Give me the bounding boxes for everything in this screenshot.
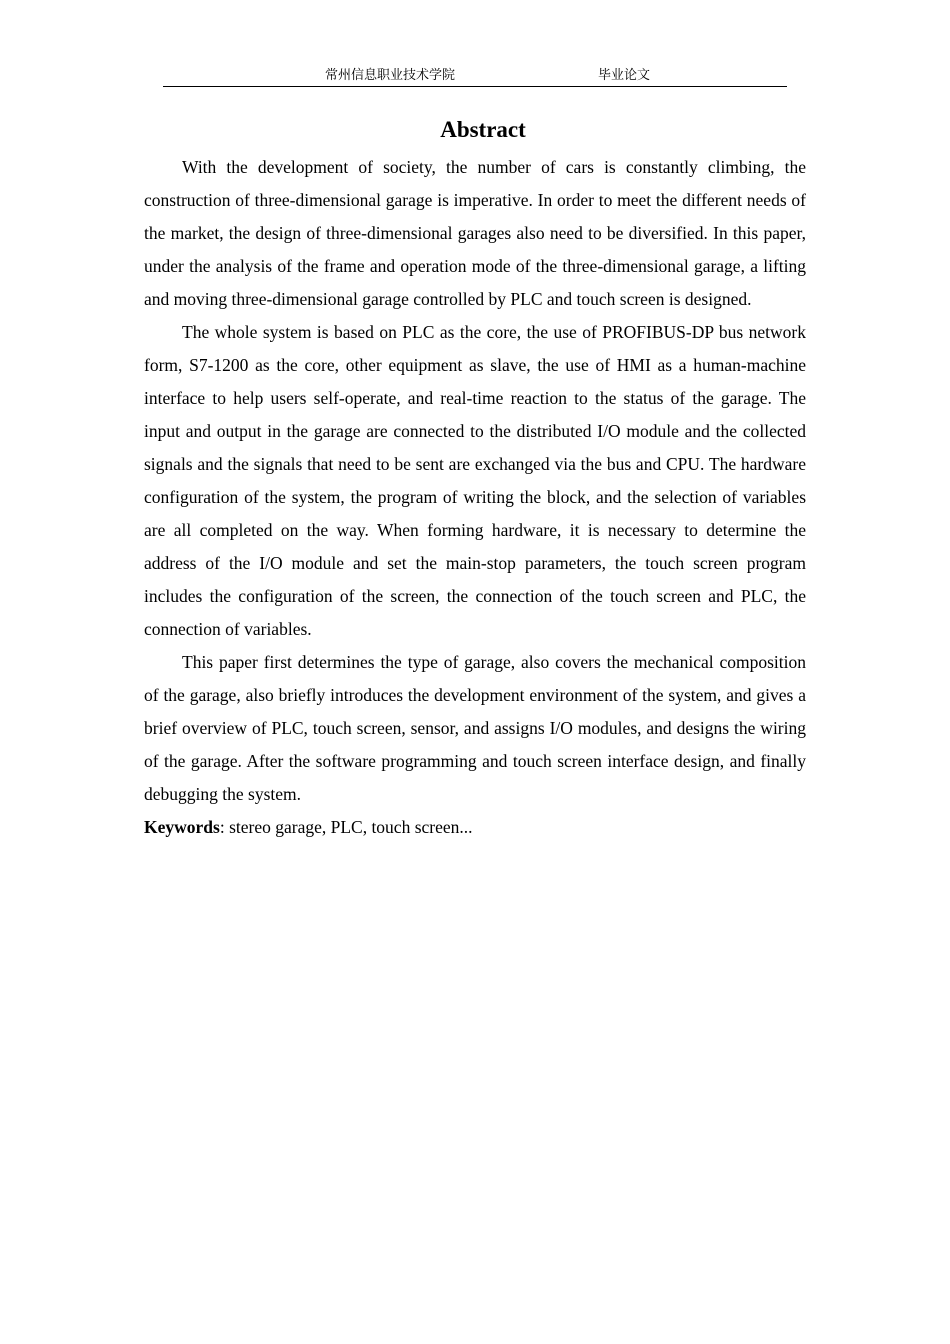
page-header	[163, 66, 787, 87]
abstract-body	[144, 151, 806, 844]
abstract-paragraph-2: The whole system is based on PLC as the core, the use of PROFIBUS-DP bus network form, S7-1200 as the core, other equipment as slave, the use of HMI as a human-machine interface to help users self-operate, and real-time reaction to the status of the garage. The input and output in the garage are connected to the distributed I/O module and the collected signals and the signals that need to be sent are exchanged via the bus and CPU. The hardware configuration of the system, the program of writing the block, and the selection of variables are all completed on the way. When forming hardware, it is necessary to determine the address of the I/O module and set the main-stop parameters, the touch screen program includes the configuration of the screen, the connection of the touch screen and PLC, the connection of variables.	[144, 322, 806, 639]
abstract-paragraph-3: This paper first determines the type of garage, also covers the mechanical composition of the garage, also briefly introduces the development environment of the system, and gives a brief overview of PLC, touch screen, sensor, and assigns I/O modules, and designs the wiring of the garage. After the software programming and touch screen interface design, and finally debugging the system.	[144, 652, 806, 804]
abstract-paragraph-1: With the development of society, the number of cars is constantly climbing, the construction of three-dimensional garage is imperative. In order to meet the different needs of the market, the design of three-dimensional garages also need to be diversified. In this paper, under the analysis of the frame and operation mode of the three-dimensional garage, a lifting and moving three-dimensional garage controlled by PLC and touch screen is designed.	[144, 157, 806, 309]
abstract-title: Abstract	[440, 117, 526, 142]
keywords-label: Keywords	[144, 817, 220, 837]
keywords-text: : stereo garage, PLC, touch screen...	[219, 817, 473, 837]
header-document-type: 毕业论文	[598, 68, 651, 83]
keywords-line	[144, 811, 806, 844]
header-school-name: 常州信息职业技术学院	[325, 68, 456, 83]
